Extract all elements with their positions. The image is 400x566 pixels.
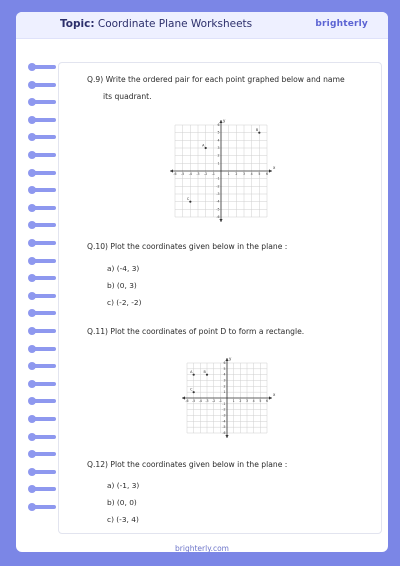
y-tick-label: -2 (222, 407, 226, 412)
q12-option-b: b) (0, 0) (107, 498, 137, 507)
binding-ring (30, 171, 56, 175)
x-tick-label: 3 (245, 398, 249, 403)
binding-ring (30, 241, 56, 245)
footer-url: brighterly.com (175, 544, 229, 552)
binding-ring (30, 311, 56, 315)
y-tick-label: -5 (222, 425, 226, 430)
x-tick-label: 2 (235, 171, 238, 176)
q9-line-2: its quadrant. (103, 92, 152, 101)
header-bar (16, 12, 388, 39)
x-tick-label: 5 (258, 171, 261, 176)
x-tick-label: 1 (232, 398, 235, 403)
binding-ring (30, 153, 56, 157)
y-tick-label: -4 (222, 419, 226, 424)
x-tick-label: -4 (188, 171, 192, 176)
y-tick-label: 3 (217, 146, 220, 150)
x-tick-label: -2 (204, 171, 208, 176)
y-tick-label: 2 (217, 153, 220, 158)
point-label: B (255, 128, 259, 133)
y-tick-label: -4 (216, 199, 220, 204)
y-tick-label: -1 (216, 176, 220, 181)
x-tick-label: 4 (250, 171, 253, 176)
binding-ring (30, 206, 56, 210)
binding-ring (30, 505, 56, 509)
x-tick-label: -6 (173, 171, 177, 176)
data-point (206, 374, 208, 376)
x-tick-label: 3 (242, 171, 246, 176)
point-label: C (186, 197, 190, 202)
x-tick-label: 2 (239, 398, 242, 403)
coordinate-plane-q11 (177, 353, 277, 443)
binding-ring (30, 382, 56, 386)
y-tick-label: -5 (216, 207, 220, 212)
y-tick-label: -1 (222, 401, 226, 406)
binding-ring (30, 435, 56, 439)
x-tick-label: -6 (185, 398, 189, 403)
q12-option-a: a) (-1, 3) (107, 481, 140, 490)
data-point (205, 147, 207, 149)
binding-ring (30, 276, 56, 280)
y-axis-label: y (223, 118, 226, 123)
x-tick-label: -3 (196, 171, 200, 176)
x-tick-label: -5 (181, 171, 185, 176)
binding-ring (30, 347, 56, 351)
q10-option-b: b) (0, 3) (107, 281, 137, 290)
data-point (193, 374, 195, 376)
binding-ring (30, 188, 56, 192)
y-tick-label: 6 (223, 361, 226, 365)
x-tick-label: 5 (259, 398, 262, 403)
worksheet-page (16, 12, 388, 552)
q11-text: Q.11) Plot the coordinates of point D to form a rectangle. (87, 327, 305, 336)
x-tick-label: 4 (252, 398, 255, 403)
binding-ring (30, 417, 56, 421)
data-point (193, 391, 195, 393)
y-tick-label: 3 (223, 378, 226, 383)
q10-option-a: a) (-4, 3) (107, 264, 140, 273)
coordinate-plane-q9 (161, 111, 281, 231)
data-point (258, 132, 260, 134)
point-label: C (190, 387, 193, 392)
binding-ring (30, 364, 56, 368)
binding-ring (30, 83, 56, 87)
x-tick-label: 6 (265, 398, 269, 403)
x-tick-label: -5 (192, 398, 196, 403)
y-tick-label: -3 (216, 192, 220, 196)
y-tick-label: -3 (222, 413, 226, 418)
binding-ring (30, 100, 56, 104)
y-tick-label: -2 (216, 184, 220, 189)
binding-ring (30, 487, 56, 491)
x-axis-arrow-right (269, 169, 272, 172)
y-tick-label: 2 (223, 384, 226, 389)
x-tick-label: 1 (227, 171, 230, 176)
y-tick-label: 6 (217, 123, 220, 127)
x-tick-label: 6 (265, 171, 269, 176)
binding-ring (30, 470, 56, 474)
y-tick-label: 4 (217, 138, 220, 143)
binding-ring (30, 259, 56, 263)
binding-ring (30, 399, 56, 403)
x-tick-label: -1 (211, 171, 215, 176)
y-tick-label: 4 (223, 372, 226, 377)
y-tick-label: 1 (223, 390, 226, 395)
binding-ring (30, 452, 56, 456)
q10-option-c: c) (-2, -2) (107, 298, 142, 307)
q12-option-c: c) (-3, 4) (107, 515, 139, 524)
binding-ring (30, 118, 56, 122)
y-axis-label: y (229, 356, 232, 361)
binding-ring (30, 223, 56, 227)
data-point (189, 201, 191, 203)
topic-label: Topic: (60, 18, 95, 30)
x-tick-label: -4 (198, 398, 202, 403)
binding-ring (30, 329, 56, 333)
point-label: A (190, 370, 193, 375)
y-tick-label: -6 (216, 215, 220, 219)
binding-ring (30, 294, 56, 298)
y-tick-label: -6 (222, 431, 226, 435)
page-title (60, 18, 252, 30)
questions-panel (58, 62, 382, 534)
y-axis-arrow-down (225, 435, 228, 438)
x-axis-label: x (273, 392, 276, 397)
binding-ring (30, 135, 56, 139)
point-label: B (203, 370, 206, 375)
binding-ring (30, 65, 56, 69)
x-tick-label: -1 (218, 398, 222, 403)
x-axis-arrow-right (269, 396, 272, 399)
q9-line-1: Q.9) Write the ordered pair for each point graphed below and name (87, 75, 345, 84)
x-axis-label: x (273, 165, 276, 170)
y-tick-label: 5 (223, 366, 226, 371)
x-tick-label: -3 (205, 398, 209, 403)
y-tick-label: 1 (217, 161, 220, 166)
brand-logo: brighterly (315, 19, 368, 29)
q10-text: Q.10) Plot the coordinates given below in the plane : (87, 242, 288, 251)
y-axis-arrow-down (219, 219, 222, 222)
q12-text: Q.12) Plot the coordinates given below in the plane : (87, 460, 288, 469)
point-label: A (202, 143, 205, 148)
x-tick-label: -2 (212, 398, 216, 403)
topic-title: Coordinate Plane Worksheets (97, 18, 253, 30)
y-tick-label: 5 (217, 130, 220, 135)
